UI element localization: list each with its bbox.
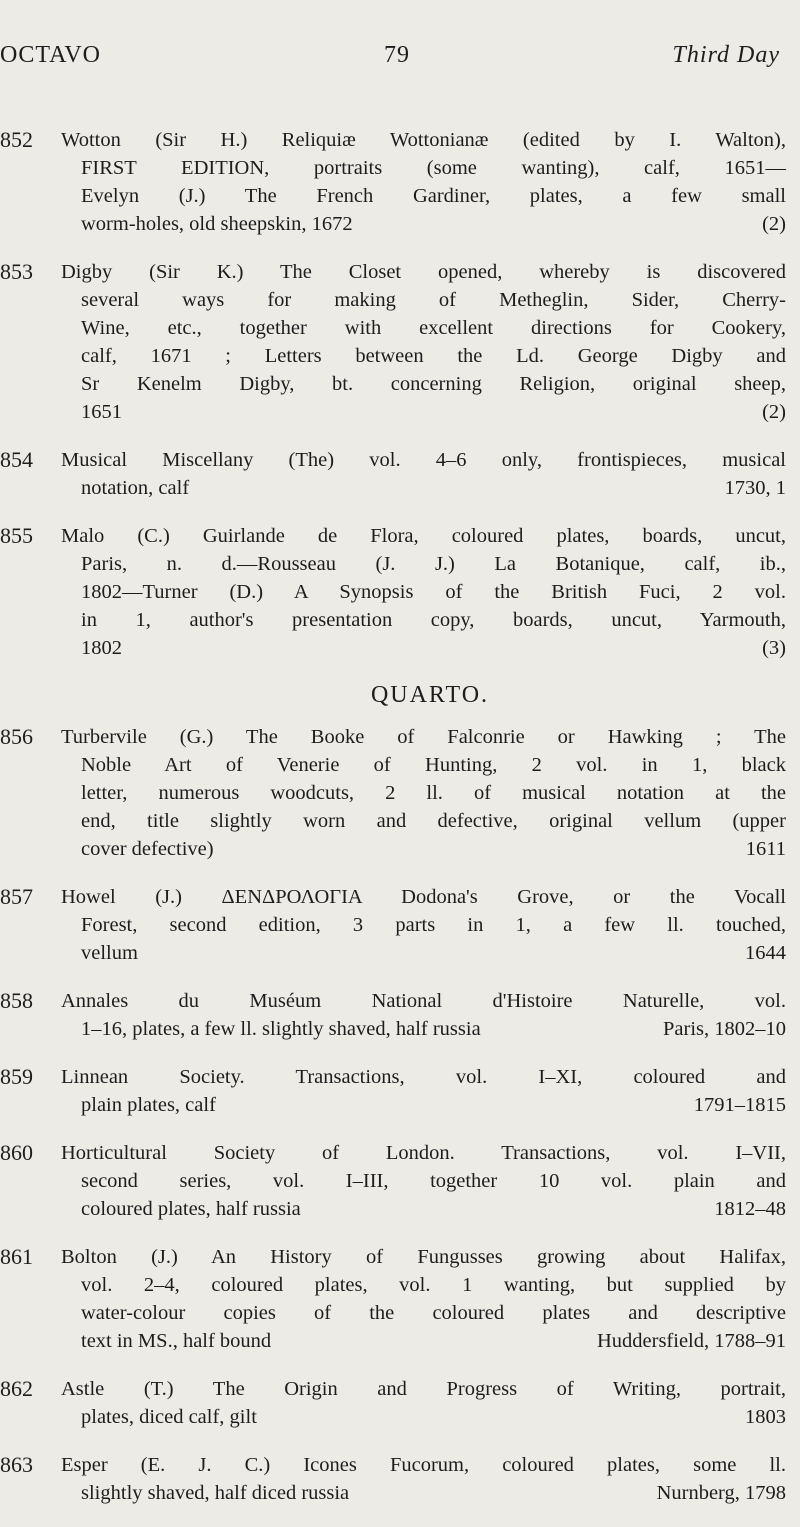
lot-description-line xyxy=(61,182,786,210)
lot-description-line xyxy=(61,446,786,474)
lot-line-text: Forest, second edition, 3 parts in 1, a few ll. touched, xyxy=(81,914,786,936)
lot-line-text: worm-holes, old sheepskin, 1672 xyxy=(81,213,353,235)
lot-description-line xyxy=(61,370,786,398)
lot-imprint: 1611 xyxy=(745,838,786,860)
lot-line-text: 1–16, plates, a few ll. slightly shaved, half russia xyxy=(81,1018,481,1040)
lot-line-text: in 1, author's presentation copy, boards, uncut, Yarmouth, xyxy=(81,609,786,631)
lot-line-text: Linnean Society. Transactions, vol. I–XI, coloured and xyxy=(61,1066,786,1088)
lot-line-text: end, title slightly worn and defective, original vellum (upper xyxy=(81,810,786,832)
lot-line-text: water-colour copies of the coloured plates and descriptive xyxy=(81,1302,786,1324)
lot-entry xyxy=(0,883,800,967)
lot-line-text: Malo (C.) Guirlande de Flora, coloured plates, boards, uncut, xyxy=(61,525,786,547)
lot-line-text: notation, calf xyxy=(81,477,190,499)
lot-entry xyxy=(0,987,800,1043)
lot-description-line xyxy=(61,210,786,238)
lot-entry xyxy=(0,1451,800,1507)
lot-line-text: vellum xyxy=(81,942,138,964)
lot-number: 855 xyxy=(0,523,33,548)
lot-line-text: calf, 1671 ; Letters between the Ld. George Digby and xyxy=(81,345,786,367)
lot-description-line xyxy=(61,835,786,863)
header-day: Third Day xyxy=(672,42,780,68)
lot-description-line xyxy=(61,314,786,342)
running-header xyxy=(0,42,800,82)
lot-line-text: 1802 xyxy=(81,637,122,659)
lot-description-line xyxy=(61,398,786,426)
lot-description-line xyxy=(61,1451,786,1479)
lot-imprint: 1791–1815 xyxy=(693,1094,786,1116)
lot-line-text: slightly shaved, half diced russia xyxy=(81,1482,350,1504)
lot-description-line xyxy=(61,286,786,314)
lot-description-line xyxy=(61,1479,786,1507)
lot-line-text: 1651 xyxy=(81,401,122,423)
lot-description-line xyxy=(61,550,786,578)
lot-line-text: coloured plates, half russia xyxy=(81,1198,301,1220)
lot-number: 853 xyxy=(0,259,33,284)
page-number: 79 xyxy=(384,42,410,68)
lot-description-line xyxy=(61,154,786,182)
lot-line-text: Horticultural Society of London. Transactions, vol. I–VII, xyxy=(61,1142,786,1164)
lot-line-text: Turbervile (G.) The Booke of Falconrie or Hawking ; The xyxy=(61,726,786,748)
lot-line-text: Annales du Muséum National d'Histoire Naturelle, vol. xyxy=(61,990,786,1012)
lot-line-text: Howel (J.) ΔΕΝΔΡΟΛΟΓΙΑ Dodona's Grove, or the Vocall xyxy=(61,886,786,908)
lot-entry xyxy=(0,1375,800,1431)
lot-number: 857 xyxy=(0,884,33,909)
lot-entry xyxy=(0,522,800,662)
lot-imprint: 1644 xyxy=(745,942,786,964)
lot-description-line xyxy=(61,126,786,154)
lot-imprint: 1730, 1 xyxy=(724,477,786,499)
lot-line-text: plates, diced calf, gilt xyxy=(81,1406,257,1428)
lot-description-line xyxy=(61,1091,786,1119)
lot-description-line xyxy=(61,1375,786,1403)
lot-description-line xyxy=(61,987,786,1015)
lot-description-line xyxy=(61,342,786,370)
lot-line-text: Musical Miscellany (The) vol. 4–6 only, frontispieces, musical xyxy=(61,449,786,471)
lot-line-text: cover defective) xyxy=(81,838,214,860)
lot-line-text: Wotton (Sir H.) Reliquiæ Wottonianæ (edited by I. Walton), xyxy=(61,129,786,151)
lot-line-text: Evelyn (J.) The French Gardiner, plates, a few small xyxy=(81,185,786,207)
lot-line-text: 1802—Turner (D.) A Synopsis of the British Fuci, 2 vol. xyxy=(81,581,786,603)
lot-entry xyxy=(0,1243,800,1355)
lot-number: 858 xyxy=(0,988,33,1013)
lot-description-line xyxy=(61,474,786,502)
lot-line-text: Bolton (J.) An History of Fungusses growing about Halifax, xyxy=(61,1246,786,1268)
lot-entry xyxy=(0,1063,800,1119)
lot-description-line xyxy=(61,522,786,550)
lot-description-line xyxy=(61,723,786,751)
lot-description-line xyxy=(61,911,786,939)
lot-line-text: Paris, n. d.—Rousseau (J. J.) La Botanique, calf, ib., xyxy=(81,553,786,575)
lot-imprint: (2) xyxy=(762,401,786,423)
lot-entry xyxy=(0,723,800,863)
lot-imprint: (2) xyxy=(762,213,786,235)
lot-description-line xyxy=(61,258,786,286)
lot-description-line xyxy=(61,807,786,835)
lot-line-text: vol. 2–4, coloured plates, vol. 1 wanting, but supplied by xyxy=(81,1274,786,1296)
lot-line-text: text in MS., half bound xyxy=(81,1330,272,1352)
lot-description-line xyxy=(61,634,786,662)
lot-line-text: Astle (T.) The Origin and Progress of Writing, portrait, xyxy=(61,1378,786,1400)
lot-line-text: Noble Art of Venerie of Hunting, 2 vol. in 1, black xyxy=(81,754,786,776)
lot-description-line xyxy=(61,1403,786,1431)
lot-description-line xyxy=(61,1327,786,1355)
lot-imprint: 1803 xyxy=(745,1406,786,1428)
lot-description-line xyxy=(61,1167,786,1195)
header-format: OCTAVO xyxy=(0,42,101,68)
lot-line-text: second series, vol. I–III, together 10 vol. plain and xyxy=(81,1170,786,1192)
lot-number: 859 xyxy=(0,1064,33,1089)
lot-number: 852 xyxy=(0,127,33,152)
lot-number: 861 xyxy=(0,1244,33,1269)
lot-line-text: several ways for making of Metheglin, Sider, Cherry- xyxy=(81,289,786,311)
lot-number: 860 xyxy=(0,1140,33,1165)
lot-number: 856 xyxy=(0,724,33,749)
lot-number: 862 xyxy=(0,1376,33,1401)
lot-description-line xyxy=(61,779,786,807)
lot-description-line xyxy=(61,1271,786,1299)
lot-line-text: plain plates, calf xyxy=(81,1094,216,1116)
lot-line-text: Esper (E. J. C.) Icones Fucorum, coloured plates, some ll. xyxy=(61,1454,786,1476)
lot-line-text: letter, numerous woodcuts, 2 ll. of musical notation at the xyxy=(81,782,786,804)
lot-imprint: 1812–48 xyxy=(714,1198,786,1220)
lot-list xyxy=(0,126,800,1527)
lot-number: 854 xyxy=(0,447,33,472)
lot-imprint: Nurnberg, 1798 xyxy=(656,1482,786,1504)
lot-entry xyxy=(0,126,800,238)
lot-description-line xyxy=(61,578,786,606)
lot-line-text: FIRST EDITION, portraits (some wanting), calf, 1651— xyxy=(81,157,786,179)
section-title: QUARTO. xyxy=(370,682,490,708)
lot-imprint: Paris, 1802–10 xyxy=(663,1018,786,1040)
lot-description-line xyxy=(61,606,786,634)
lot-description-line xyxy=(61,1015,786,1043)
lot-line-text: Digby (Sir K.) The Closet opened, whereby is discovered xyxy=(61,261,786,283)
lot-line-text: Wine, etc., together with excellent directions for Cookery, xyxy=(81,317,786,339)
lot-description-line xyxy=(61,1195,786,1223)
lot-number: 863 xyxy=(0,1452,33,1477)
lot-entry xyxy=(0,258,800,426)
lot-description-line xyxy=(61,1299,786,1327)
lot-imprint: Huddersfield, 1788–91 xyxy=(596,1330,786,1352)
lot-entry xyxy=(0,446,800,502)
lot-imprint: (3) xyxy=(762,637,786,659)
lot-description-line xyxy=(61,751,786,779)
lot-description-line xyxy=(61,1063,786,1091)
lot-line-text: Sr Kenelm Digby, bt. concerning Religion, original sheep, xyxy=(81,373,786,395)
lot-description-line xyxy=(61,1243,786,1271)
lot-description-line xyxy=(61,883,786,911)
lot-description-line xyxy=(61,939,786,967)
lot-description-line xyxy=(61,1139,786,1167)
lot-entry xyxy=(0,1139,800,1223)
